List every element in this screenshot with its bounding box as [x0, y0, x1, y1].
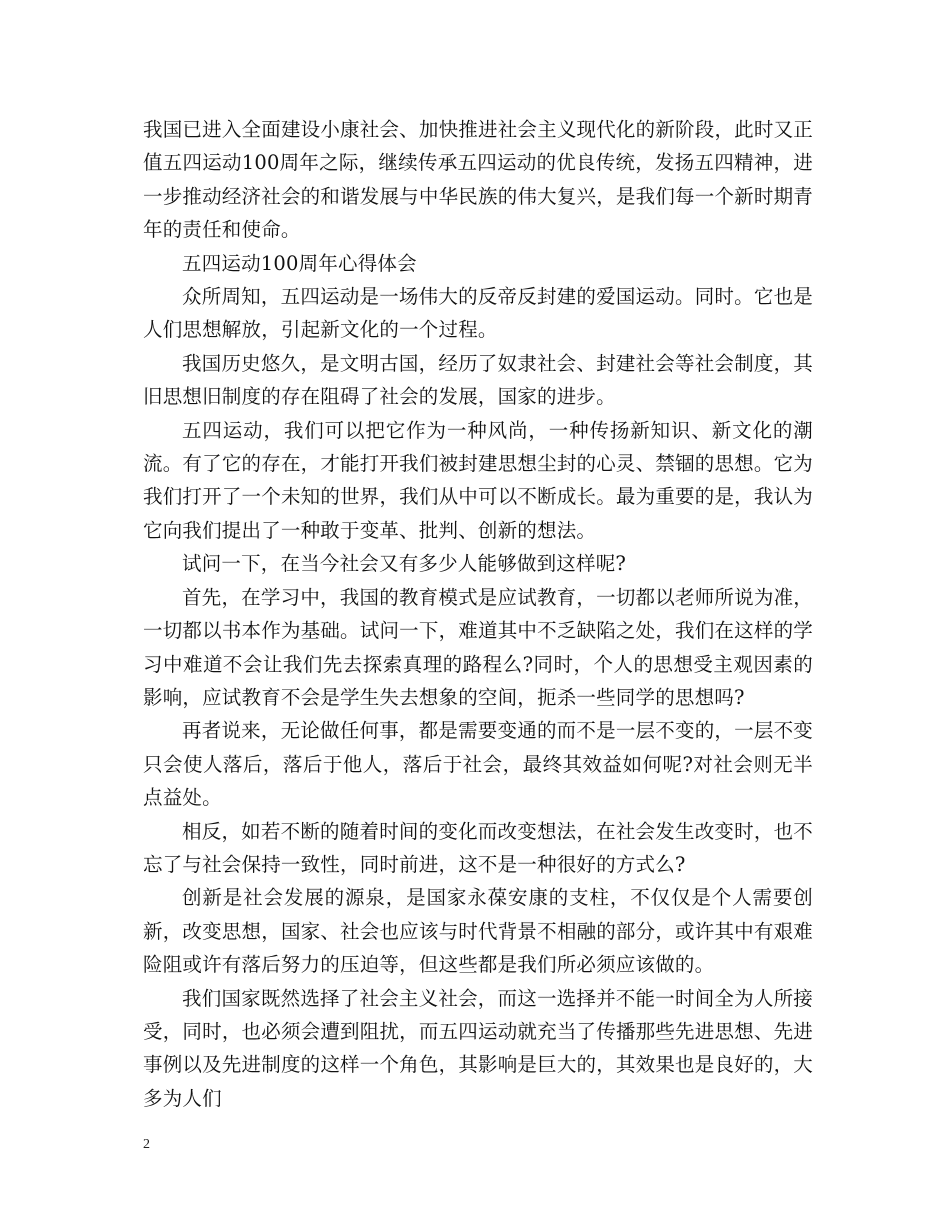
paragraph-6: 试问一下，在当今社会又有多少人能够做到这样呢?	[182, 552, 627, 576]
paragraph-10: 创新是社会发展的源泉，是国家永葆安康的支柱，不仅仅是个人需要创新，改变思想，国家、社会也应该与时代背景不相融的部分，或许其中有艰难险阻或许有落后努力的压迫等，但这些都是我们所必须应该做的。	[143, 886, 813, 977]
paragraph-5: 五四运动，我们可以把它作为一种风尚，一种传扬新知识、新文化的潮流。有了它的存在，才能打开我们被封建思想尘封的心灵、禁锢的思想。它为我们打开了一个未知的世界，我们从中可以不断成长。最为重要的是，我认为它向我们提出了一种敢于变革、批判、创新的想法。	[143, 418, 813, 542]
paragraph-1: 我国已进入全面建设小康社会、加快推进社会主义现代化的新阶段，此时又正值五四运动100周年之际，继续传承五四运动的优良传统，发扬五四精神，进一步推动经济社会的和谐发展与中华民族的伟大复兴，是我们每一个新时期青年的责任和使命。	[143, 118, 813, 242]
paragraph-7: 首先，在学习中，我国的教育模式是应试教育，一切都以老师所说为准，一切都以书本作为基础。试问一下，难道其中不乏缺陷之处，我们在这样的学习中难道不会让我们先去探索真理的路程么?同时，个人的思想受主观因素的影响，应试教育不会是学生失去想象的空间，扼杀一些同学的思想吗?	[143, 585, 813, 709]
paragraph-4: 我国历史悠久，是文明古国，经历了奴隶社会、封建社会等社会制度，其旧思想旧制度的存在阻碍了社会的发展，国家的进步。	[143, 351, 813, 409]
paragraph-3: 众所周知，五四运动是一场伟大的反帝反封建的爱国运动。同时。它也是人们思想解放，引起新文化的一个过程。	[143, 285, 813, 342]
paragraph-9: 相反，如若不断的随着时间的变化而改变想法，在社会发生改变时，也不忘了与社会保持一致性，同时前进，这不是一种很好的方式么?	[143, 819, 813, 876]
paragraph-11: 我们国家既然选择了社会主义社会，而这一选择并不能一时间全为人所接受，同时，也必须会遭到阻扰，而五四运动就充当了传播那些先进思想、先进事例以及先进制度的这样一个角色，其影响是巨大的，其效果也是良好的，大多为人们	[143, 986, 813, 1110]
section-heading: 五四运动100周年心得体会	[182, 251, 417, 275]
page-number: 2	[143, 1137, 150, 1152]
paragraph-8: 再者说来，无论做任何事，都是需要变通的而不是一层不变的，一层不变只会使人落后，落后于他人，落后于社会，最终其效益如何呢?对社会则无半点益处。	[143, 719, 813, 810]
document-body	[143, 113, 813, 1115]
